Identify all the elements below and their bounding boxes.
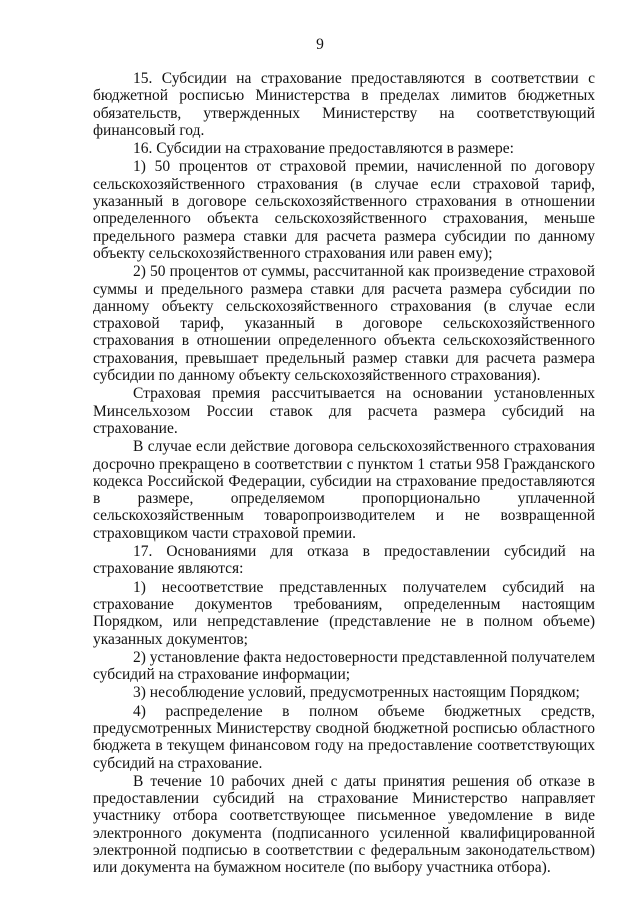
paragraph-early-termination: В случае если действие договора сельскохозяйственного страхования досрочно прекращено в соответствии с пунктом 1 статьи 958 Гражданского кодекса Российской Федерации, субсидии на страхование предоставляются в размере, определяемом пропорционально уплаченной сельскохозяйственным товаропроизводителем и не возвращенной страховщиком части страховой премии. bbox=[93, 438, 595, 542]
paragraph-17-item-2: 2) установление факта недостоверности представленной получателем субсидий на страхование информации; bbox=[93, 648, 595, 684]
document-body bbox=[93, 70, 595, 877]
paragraph-insurance-premium: Страховая премия рассчитывается на основании установленных Минсельхозом России ставок для расчета размера субсидий на страхование. bbox=[93, 385, 595, 437]
paragraph-17-item-4: 4) распределение в полном объеме бюджетных средств, предусмотренных Министерству сводной бюджетной росписью областного бюджета в текущем финансовом году на предоставление соответствующих субсидий на страхование. bbox=[93, 702, 595, 772]
paragraph-17: 17. Основаниями для отказа в предоставлении субсидий на страхование являются: bbox=[93, 543, 595, 578]
paragraph-17-item-3: 3) несоблюдение условий, предусмотренных настоящим Порядком; bbox=[133, 684, 580, 702]
paragraph-16-item-1: 1) 50 процентов от страховой премии, начисленной по договору сельскохозяйственного страхования (в случае если страховой тариф, указанный в договоре сельскохозяйственного страхования в отношении определенного объекта сельскохозяйственного страхования, меньше предельного размера ставки для расчета размера субсидии по данному объекту сельскохозяйственного страхования или равен ему); bbox=[93, 158, 595, 262]
paragraph-16-item-2: 2) 50 процентов от суммы, рассчитанной как произведение страховой суммы и предельного размера ставки для расчета размера субсидии по данному объекту сельскохозяйственного страхования (в случае если страховой тариф, указанный в договоре сельскохозяйственного страхования в отношении определенного объекта сельскохозяйственного страхования, превышает предельный размер ставки для расчета размера субсидии по данному объекту сельскохозяйственного страхования). bbox=[93, 263, 595, 385]
paragraph-15: 15. Субсидии на страхование предоставляются в соответствии с бюджетной росписью Министерства в пределах лимитов бюджетных обязательств, утвержденных Министерству на соответствующий финансовый год. bbox=[93, 70, 595, 139]
paragraph-16: 16. Субсидии на страхование предоставляются в размере: bbox=[133, 140, 514, 158]
paragraph-17-item-1: 1) несоответствие представленных получателем субсидий на страхование документов требованиям, определенным настоящим Порядком, или непредставление (представление не в полном объеме) указанных документов; bbox=[93, 578, 595, 648]
paragraph-refusal-notice: В течение 10 рабочих дней с даты принятия решения об отказе в предоставлении субсидий на страхование Министерство направляет участнику отбора соответствующее письменное уведомление в виде электронного документа (подписанного усиленной квалифицированной электронной подписью в соответствии с федеральным законодательством) или документа на бумажном носителе (по выбору участника отбора). bbox=[93, 772, 595, 877]
page-number: 9 bbox=[316, 36, 324, 53]
